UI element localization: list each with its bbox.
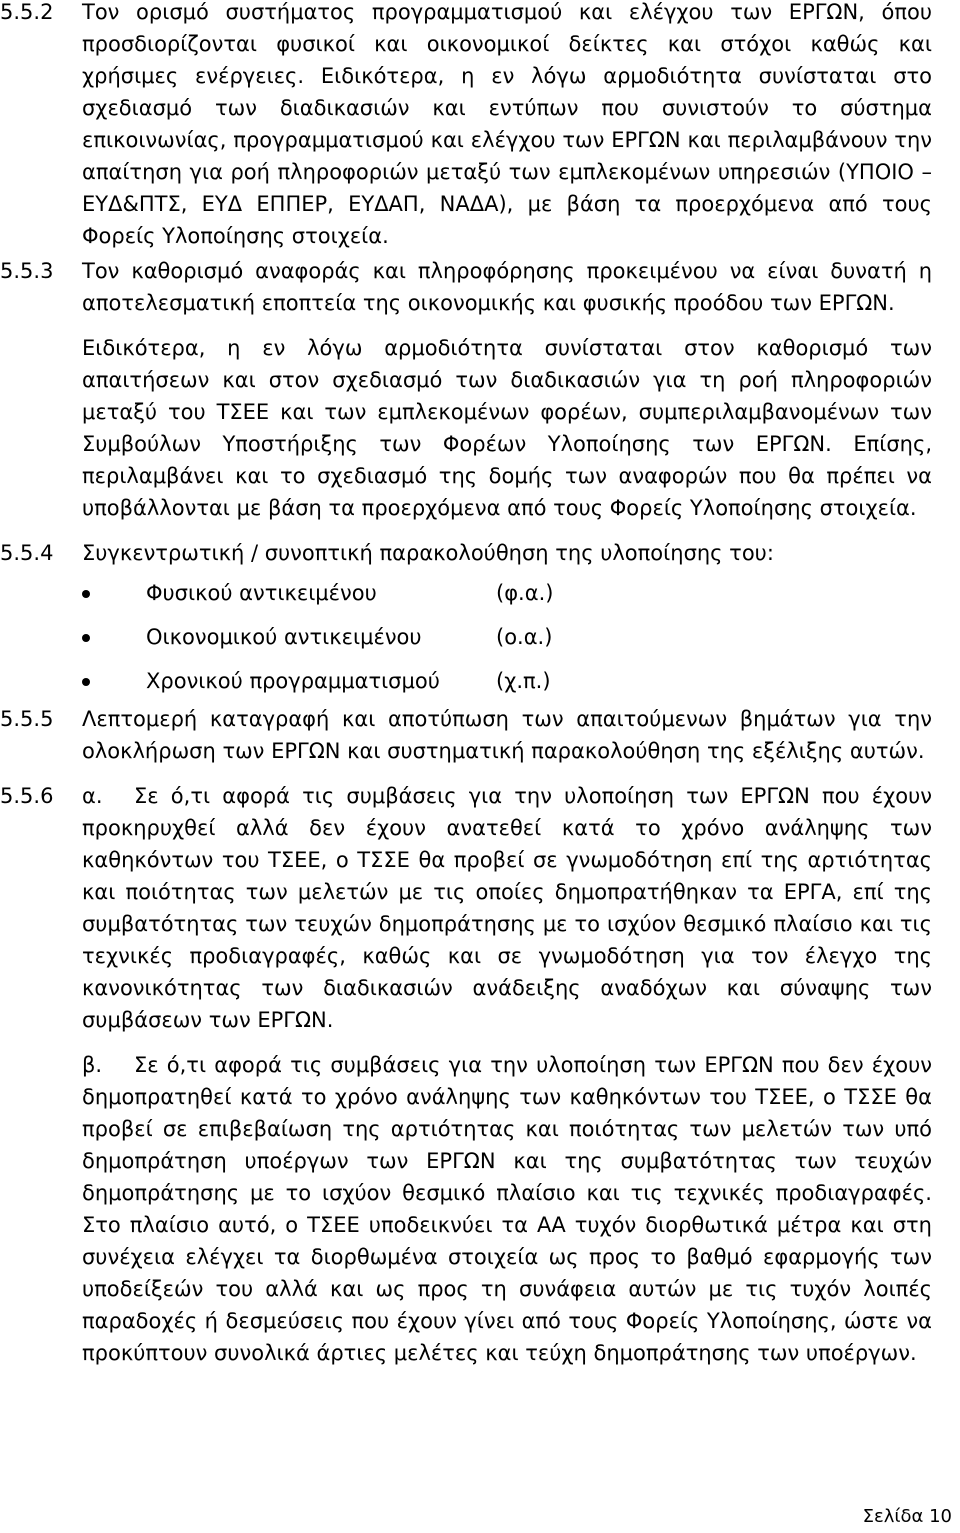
bullet-label: Οικονομικού αντικειμένου xyxy=(146,625,422,649)
section-number: 5.5.4 xyxy=(0,541,54,565)
subitem-text: Σε ό,τι αφορά τις συμβάσεις για την υλοποίηση των ΕΡΓΩΝ που έχουν προκηρυχθεί αλλά δεν έχουν ανατεθεί κατά το χρόνο ανάληψης των καθηκόντων του ΤΣΕΕ, ο ΤΣΣΕ θα προβεί σε γνωμοδότηση επί της αρτιότητας και ποιότητας των μελετών με τις οποίες δημοπρατήθηκαν τα ΕΡΓΑ, επί της συμβατότητας των τευχών δημοπράτησης με το ισχύον θεσμικό πλαίσιο και τις τεχνικές προδιαγραφές, καθώς και σε γνωμοδότηση για τον έλεγχο της κανονικότητας των διαδικασιών ανάδειξης αναδόχων και σύναψης των συμβάσεων των ΕΡΓΩΝ. xyxy=(82,784,932,1032)
section-5-5-5 xyxy=(0,703,932,767)
subitem-paragraph xyxy=(82,1049,932,1369)
bullet-abbreviation: (χ.π.) xyxy=(496,669,551,693)
section-5-5-6 xyxy=(0,780,932,1369)
section-number: 5.5.6 xyxy=(0,784,54,808)
list-item xyxy=(82,621,932,665)
section-number: 5.5.5 xyxy=(0,707,54,731)
page-number-footer: Σελίδα 10 xyxy=(862,1506,952,1527)
bullet-abbreviation: (ο.α.) xyxy=(496,625,553,649)
subitem-letter: α. xyxy=(82,784,103,808)
section-5-5-4 xyxy=(0,537,932,701)
section-paragraph: Ειδικότερα, η εν λόγω αρμοδιότητα συνίσταται στον καθορισμό των απαιτήσεων και στον σχεδιασμό των διαδικασιών για τη ροή πληροφοριών μεταξύ του ΤΣΕΕ και των εμπλεκομένων φορέων, συμπεριλαμβανομένων των Συμβούλων Υποστήριξης των Φορέων Υλοποίησης των ΕΡΓΩΝ. Επίσης, περιλαμβάνει και το σχεδιασμό της δομής των αναφορών που θα πρέπει να υποβάλλονται με βάση τα προερχόμενα από τους Φορείς Υλοποίησης στοιχεία. xyxy=(82,336,932,520)
section-number: 5.5.2 xyxy=(0,0,54,24)
section-paragraph: Τον καθορισμό αναφοράς και πληροφόρησης προκειμένου να είναι δυνατή η αποτελεσματική εποπτεία της οικονομικής και φυσικής προόδου των ΕΡΓΩΝ. xyxy=(82,259,932,315)
subitem-text: Σε ό,τι αφορά τις συμβάσεις για την υλοποίηση των ΕΡΓΩΝ που δεν έχουν δημοπρατηθεί κατά το χρόνο ανάληψης των καθηκόντων του ΤΣΕΕ, ο ΤΣΣΕ θα προβεί σε επιβεβαίωση της αρτιότητας και ποιότητας των μελετών των υπό δημοπράτηση υποέργων των ΕΡΓΩΝ και της συμβατότητας των τευχών δημοπράτησης με το ισχύον θεσμικό πλαίσιο και τις τεχνικές προδιαγραφές. Στο πλαίσιο αυτό, ο ΤΣΕΕ υποδεικνύει τα ΑΑ τυχόν διορθωτικά μέτρα και στη συνέχεια ελέγχει τα διορθωμένα στοιχεία ως προς το βαθμό εφαρμογής των υποδείξεών του αλλά και ως προς τη συνάφεια αυτών με τις τυχόν λοιπές παραδοχές ή δεσμεύσεις που έχουν γίνει από τους Φορείς Υλοποίησης, ώστε να προκύπτουν συνολικά άρτιες μελέτες και τεύχη δημοπράτησης των υποέργων. xyxy=(82,1053,932,1365)
bullet-abbreviation: (φ.α.) xyxy=(496,581,554,605)
section-paragraph: Τον ορισμό συστήματος προγραμματισμού και ελέγχου των ΕΡΓΩΝ, όπου προσδιορίζονται φυσικοί και οικονομικοί δείκτες και στόχοι καθώς και χρήσιμες ενέργειες. Ειδικότερα, η εν λόγω αρμοδιότητα συνίσταται στο σχεδιασμό των διαδικασιών και εντύπων που συνιστούν το σύστημα επικοινωνίας, προγραμματισμού και ελέγχου των ΕΡΓΩΝ και περιλαμβάνουν την απαίτηση για ροή πληροφοριών μεταξύ των εμπλεκομένων υπηρεσιών (ΥΠΟΙΟ – ΕΥΔ&ΠΤΣ, ΕΥΔ ΕΠΠΕΡ, ΕΥΔΑΠ, ΝΑΔΑ), με βάση τα προερχόμενα από τους Φορείς Υλοποίησης στοιχεία. xyxy=(82,0,932,248)
bullet-icon xyxy=(82,634,90,642)
subitem-paragraph xyxy=(82,780,932,1036)
list-item xyxy=(82,577,932,621)
bullet-icon xyxy=(82,590,90,598)
section-5-5-3 xyxy=(0,255,932,524)
section-5-5-2 xyxy=(0,0,932,252)
subitem-letter: β. xyxy=(82,1053,103,1077)
bullet-list xyxy=(82,577,932,701)
section-number: 5.5.3 xyxy=(0,259,54,283)
bullet-label: Χρονικού προγραμματισμού xyxy=(146,669,440,693)
bullet-label: Φυσικού αντικειμένου xyxy=(146,581,377,605)
list-item xyxy=(82,665,932,701)
section-intro: Συγκεντρωτική / συνοπτική παρακολούθηση της υλοποίησης του: xyxy=(82,541,774,565)
bullet-icon xyxy=(82,678,90,686)
section-paragraph: Λεπτομερή καταγραφή και αποτύπωση των απαιτούμενων βημάτων για την ολοκλήρωση των ΕΡΓΩΝ και συστηματική παρακολούθηση της εξέλιξης αυτών. xyxy=(82,707,932,763)
